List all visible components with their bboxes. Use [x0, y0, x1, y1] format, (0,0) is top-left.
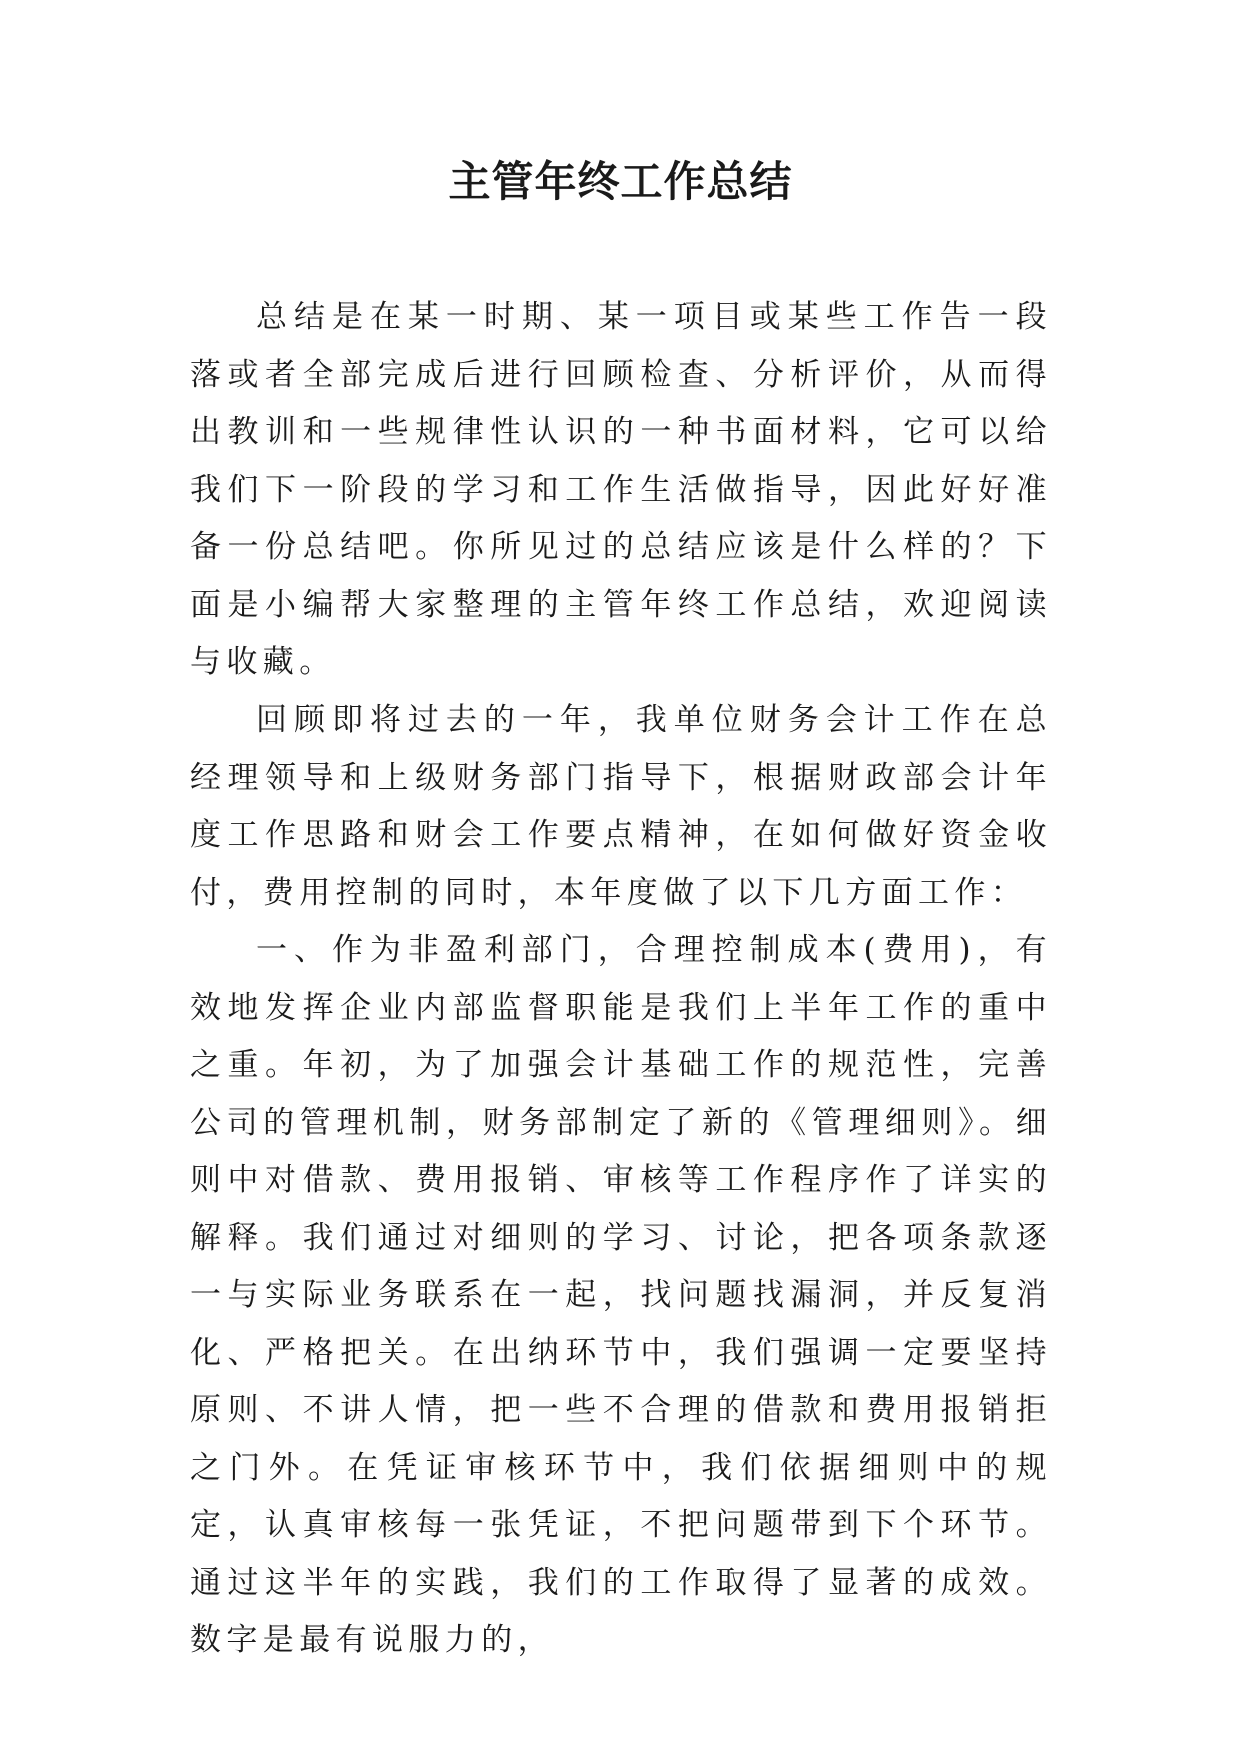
intro-paragraph: 总结是在某一时期、某一项目或某些工作告一段落或者全部完成后进行回顾检查、分析评价，从而得出教训和一些规律性认识的一种书面材料，它可以给我们下一阶段的学习和工作生活做指导，因此好好准备一份总结吧。你所见过的总结应该是什么样的？下面是小编帮大家整理的主管年终工作总结，欢迎阅读与收藏。	[190, 299, 1052, 680]
review-paragraph: 回顾即将过去的一年，我单位财务会计工作在总经理领导和上级财务部门指导下，根据财政部会计年度工作思路和财会工作要点精神，在如何做好资金收付，费用控制的同时，本年度做了以下几方面工作：	[190, 702, 1052, 911]
section-one-paragraph: 一、作为非盈利部门，合理控制成本(费用)，有效地发挥企业内部监督职能是我们上半年工作的重中之重。年初，为了加强会计基础工作的规范性，完善公司的管理机制，财务部制定了新的《管理细则》。细则中对借款、费用报销、审核等工作程序作了详实的解释。我们通过对细则的学习、讨论，把各项条款逐一与实际业务联系在一起，找问题找漏洞，并反复消化、严格把关。在出纳环节中，我们强调一定要坚持原则、不讲人情，把一些不合理的借款和费用报销拒之门外。在凭证审核环节中，我们依据细则中的规定，认真审核每一张凭证，不把问题带到下个环节。通过这半年的实践，我们的工作取得了显著的成效。数字是最有说服力的，	[190, 932, 1052, 1658]
document-title: 主管年终工作总结	[448, 157, 793, 206]
